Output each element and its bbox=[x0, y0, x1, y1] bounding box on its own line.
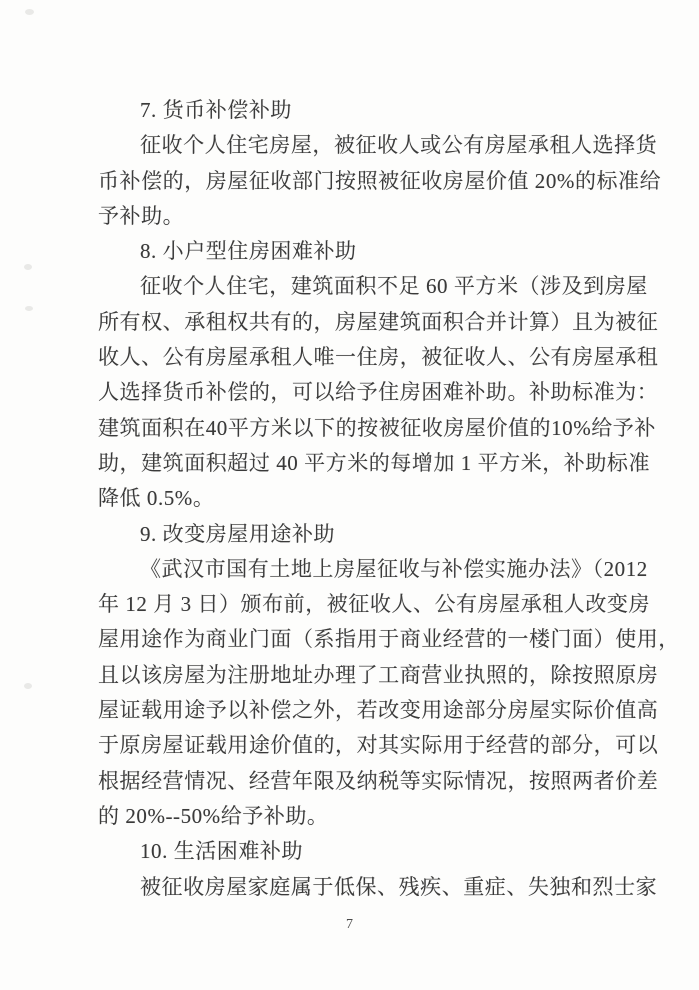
text-line: 人选择货币补偿的，可以给予住房困难补助。补助标准为： bbox=[98, 380, 659, 405]
text-line: 币补偿的，房屋征收部门按照被征收房屋价值 20%的标准给 bbox=[98, 168, 662, 193]
section-heading: 10. 生活困难补助 bbox=[140, 839, 303, 864]
text-line: 收人、公有房屋承租人唯一住房，被征收人、公有房屋承租 bbox=[98, 345, 659, 370]
text-line: 征收个人住宅房屋，被征收人或公有房屋承租人选择货 bbox=[140, 133, 658, 158]
text-line: 予补助。 bbox=[98, 203, 185, 228]
section-small-housing-hardship-subsidy bbox=[98, 234, 659, 516]
scan-artifact bbox=[25, 306, 33, 311]
scan-artifact bbox=[24, 683, 32, 689]
section-heading: 8. 小户型住房困难补助 bbox=[140, 239, 357, 264]
section-living-hardship-subsidy bbox=[98, 834, 658, 905]
page-footer bbox=[0, 917, 699, 933]
section-monetary-compensation-subsidy bbox=[98, 93, 662, 234]
text-line: 屋用途作为商业门面（系指用于商业经营的一楼门面）使用， bbox=[98, 627, 680, 652]
scan-artifact bbox=[24, 264, 32, 270]
text-line: 的 20%--50%给予补助。 bbox=[98, 803, 329, 828]
text-line: 且以该房屋为注册地址办理了工商营业执照的，除按照原房 bbox=[98, 662, 659, 687]
page-number: 7 bbox=[346, 917, 353, 932]
text-line: 《武汉市国有土地上房屋征收与补偿实施办法》（2012 bbox=[140, 556, 648, 581]
text-line: 降低 0.5%。 bbox=[98, 486, 215, 511]
text-line: 屋证载用途予以补偿之外，若改变用途部分房屋实际价值高 bbox=[98, 698, 659, 723]
text-line: 被征收房屋家庭属于低保、残疾、重症、失独和烈士家 bbox=[140, 874, 658, 899]
text-line: 于原房屋证载用途价值的，对其实际用于经营的部分，可以 bbox=[98, 733, 659, 758]
section-heading: 7. 货币补偿补助 bbox=[140, 98, 292, 122]
text-line: 所有权、承租权共有的，房屋建筑面积合并计算）且为被征 bbox=[98, 309, 659, 334]
text-line: 根据经营情况、经营年限及纳税等实际情况，按照两者价差 bbox=[98, 768, 659, 793]
document-body bbox=[98, 93, 680, 905]
text-line: 年 12 月 3 日）颁布前，被征收人、公有房屋承租人改变房 bbox=[98, 592, 650, 617]
scan-artifact bbox=[25, 9, 34, 15]
text-line: 助，建筑面积超过 40 平方米的每增加 1 平方米，补助标准 bbox=[98, 450, 650, 475]
text-line: 建筑面积在40平方米以下的按被征收房屋价值的10%给予补 bbox=[98, 415, 656, 440]
section-change-of-use-subsidy bbox=[98, 517, 680, 835]
text-line: 征收个人住宅，建筑面积不足 60 平方米（涉及到房屋 bbox=[140, 274, 648, 299]
section-heading: 9. 改变房屋用途补助 bbox=[140, 521, 336, 546]
